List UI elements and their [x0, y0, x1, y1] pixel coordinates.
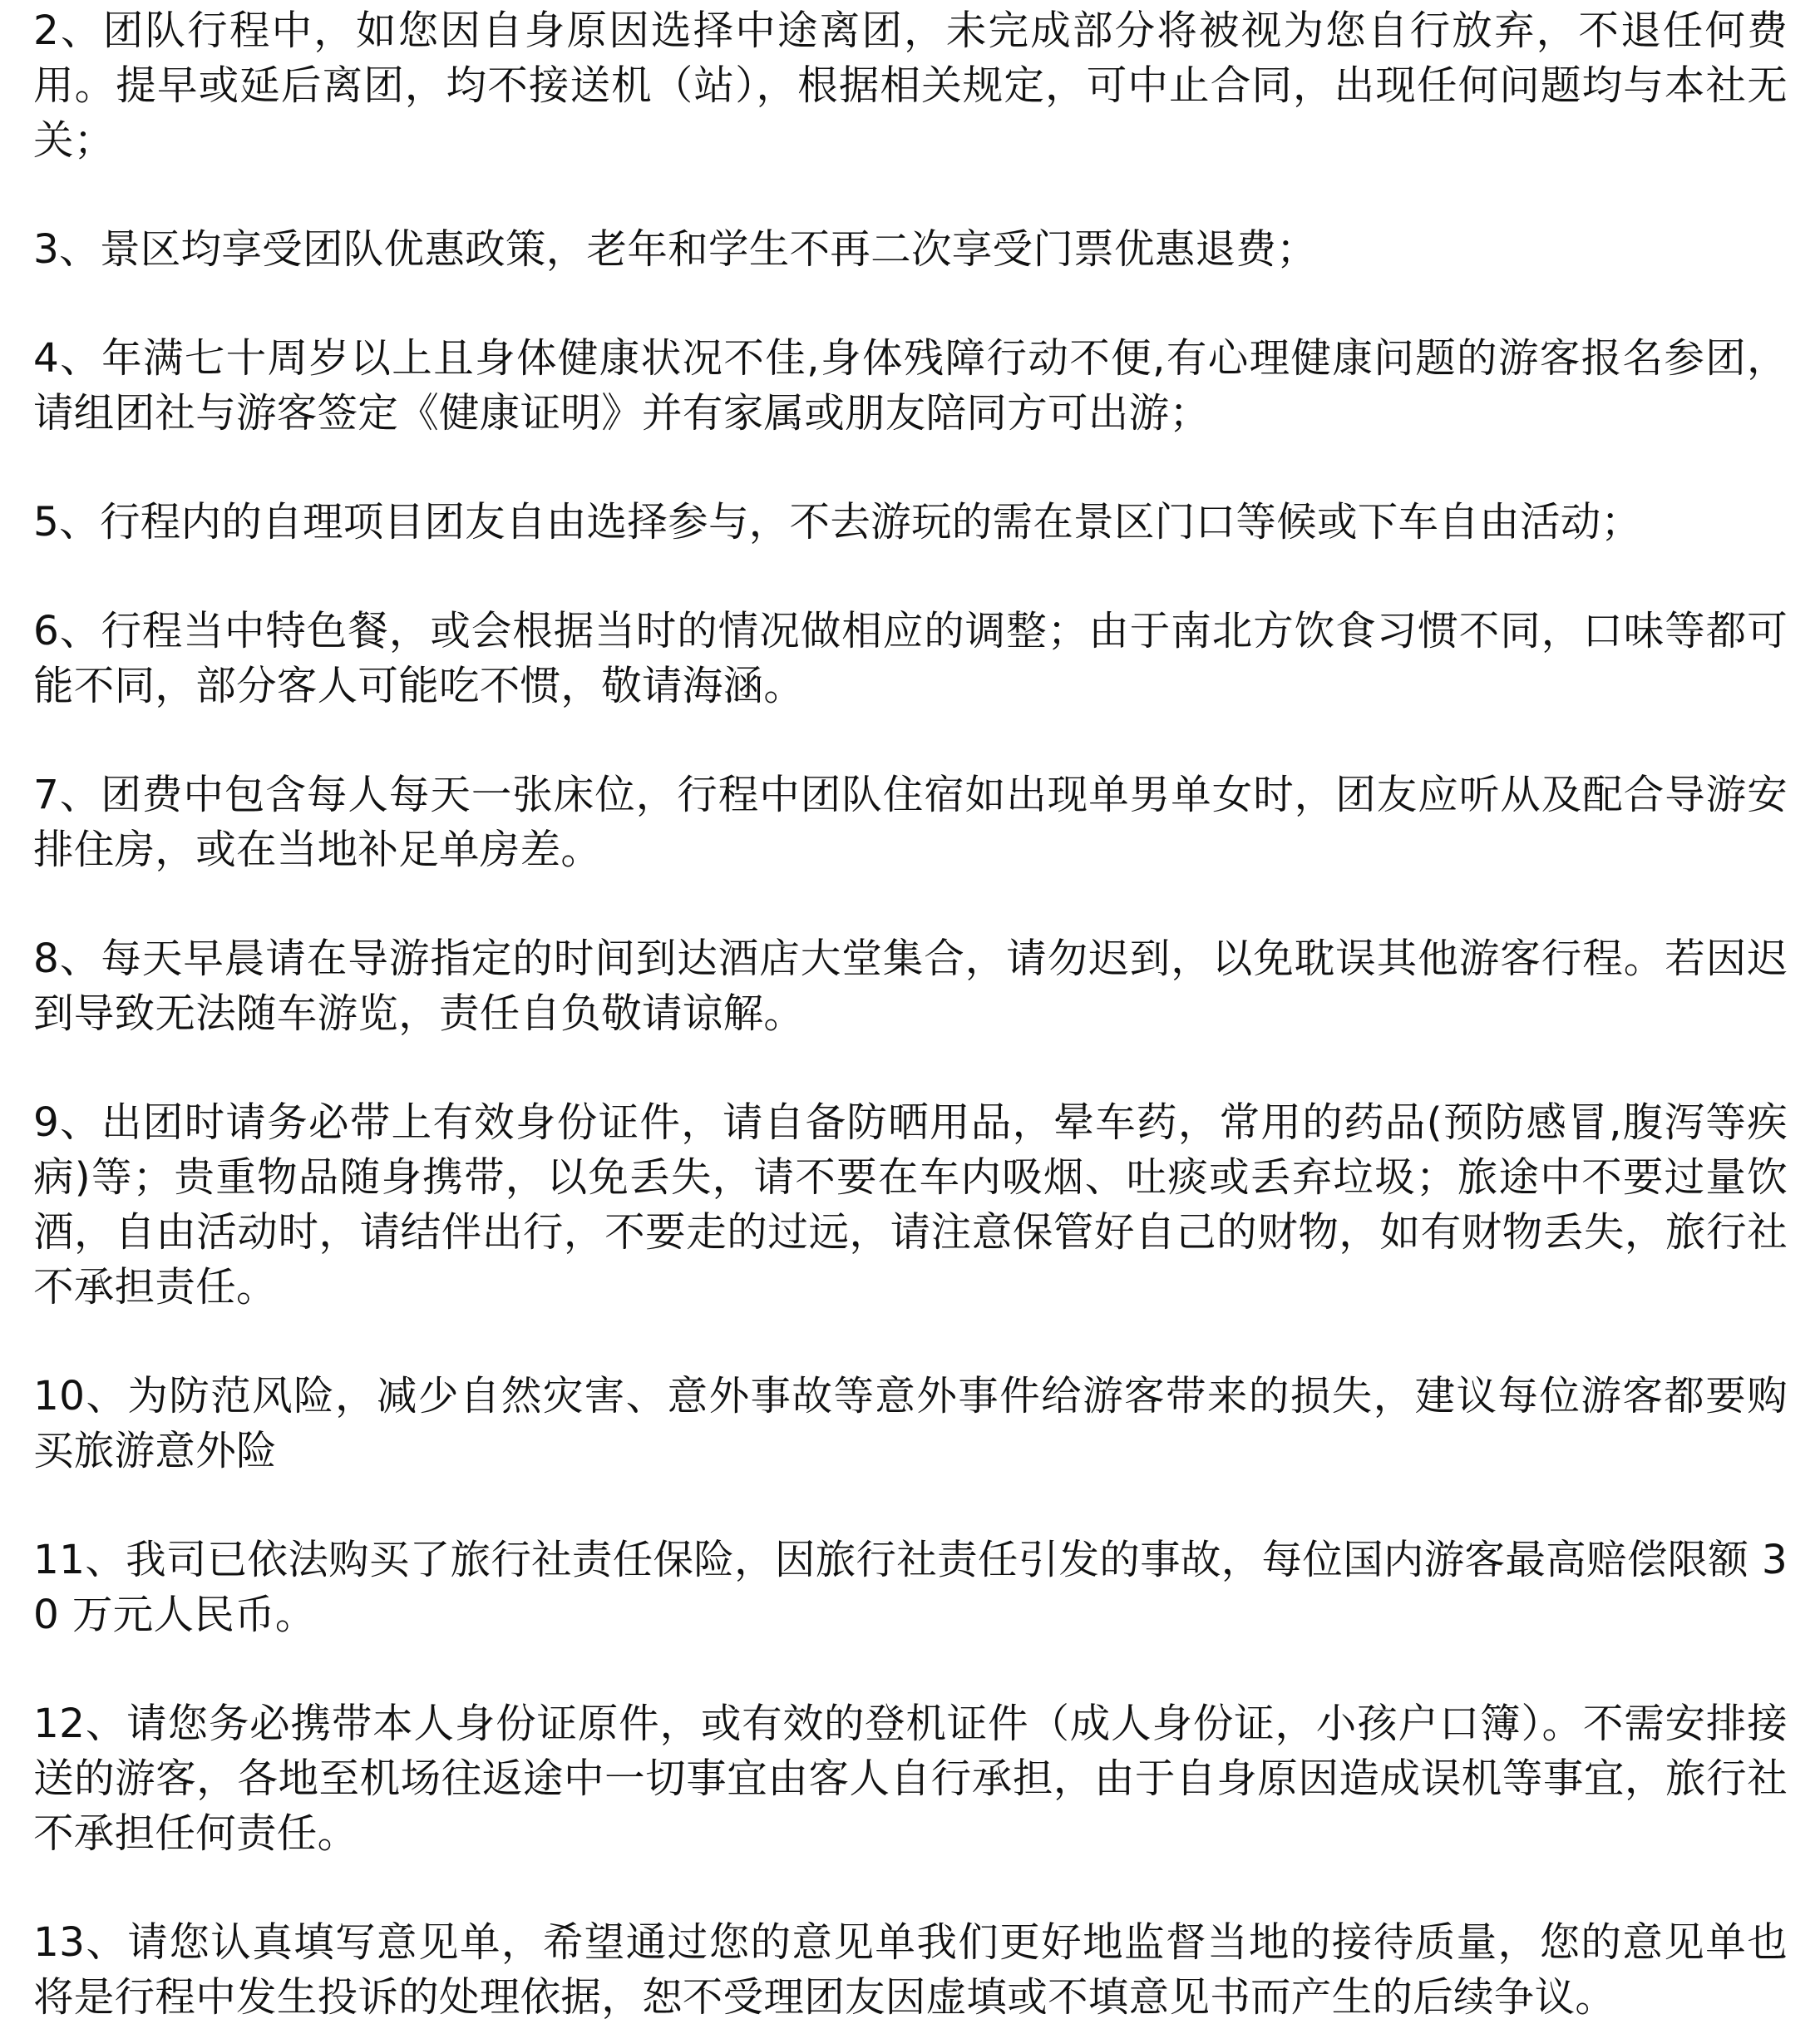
- notice-item-12: 12、请您务必携带本人身份证原件，或有效的登机证件（成人身份证，小孩户口簿）。不需安排接送的游客，各地至机场往返途中一切事宜由客人自行承担，由于自身原因造成误机等事宜，旅行社不承担任何责任。: [33, 1701, 1788, 1857]
- notice-item-2: 2、团队行程中，如您因自身原因选择中途离团，未完成部分将被视为您自行放弃，不退任何费用。提早或延后离团，均不接送机（站），根据相关规定，可中止合同，出现任何问题均与本社无关；: [33, 7, 1788, 164]
- notice-item-4: 4、年满七十周岁以上且身体健康状况不佳,身体残障行动不便,有心理健康问题的游客报名参团，请组团社与游客签定《健康证明》并有家属或朋友陪同方可出游；: [33, 335, 1788, 437]
- travel-notice-list: [33, 3, 1788, 2025]
- notice-item-9: 9、出团时请务必带上有效身份证件，请自备防晒用品，晕车药，常用的药品(预防感冒,腹泻等疾病)等；贵重物品随身携带，以免丢失，请不要在车内吸烟、吐痰或丢弃垃圾；旅途中不要过量饮酒，自由活动时，请结伴出行，不要走的过远，请注意保管好自己的财物，如有财物丢失，旅行社不承担责任。: [33, 1099, 1788, 1311]
- notice-item-10: 10、为防范风险，减少自然灾害、意外事故等意外事件给游客带来的损失，建议每位游客都要购买旅游意外险: [33, 1373, 1788, 1474]
- notice-item-5: 5、行程内的自理项目团友自由选择参与，不去游玩的需在景区门口等候或下车自由活动；: [33, 499, 1642, 546]
- notice-item-13: 13、请您认真填写意见单，希望通过您的意见单我们更好地监督当地的接待质量，您的意见单也将是行程中发生投诉的处理依据，恕不受理团友因虚填或不填意见书而产生的后续争议。: [33, 1919, 1788, 2021]
- notice-item-11: 11、我司已依法购买了旅行社责任保险，因旅行社责任引发的事故，每位国内游客最高赔偿限额 30 万元人民币。: [33, 1537, 1788, 1638]
- notice-item-3: 3、景区均享受团队优惠政策，老年和学生不再二次享受门票优惠退费；: [33, 226, 1317, 273]
- notice-item-8: 8、每天早晨请在导游指定的时间到达酒店大堂集合，请勿迟到，以免耽误其他游客行程。若因迟到导致无法随车游览，责任自负敬请谅解。: [33, 936, 1788, 1037]
- notice-item-7: 7、团费中包含每人每天一张床位，行程中团队住宿如出现单男单女时，团友应听从及配合导游安排住房，或在当地补足单房差。: [33, 772, 1788, 873]
- notice-item-6: 6、行程当中特色餐，或会根据当时的情况做相应的调整；由于南北方饮食习惯不同，口味等都可能不同，部分客人可能吃不惯，敬请海涵。: [33, 608, 1788, 709]
